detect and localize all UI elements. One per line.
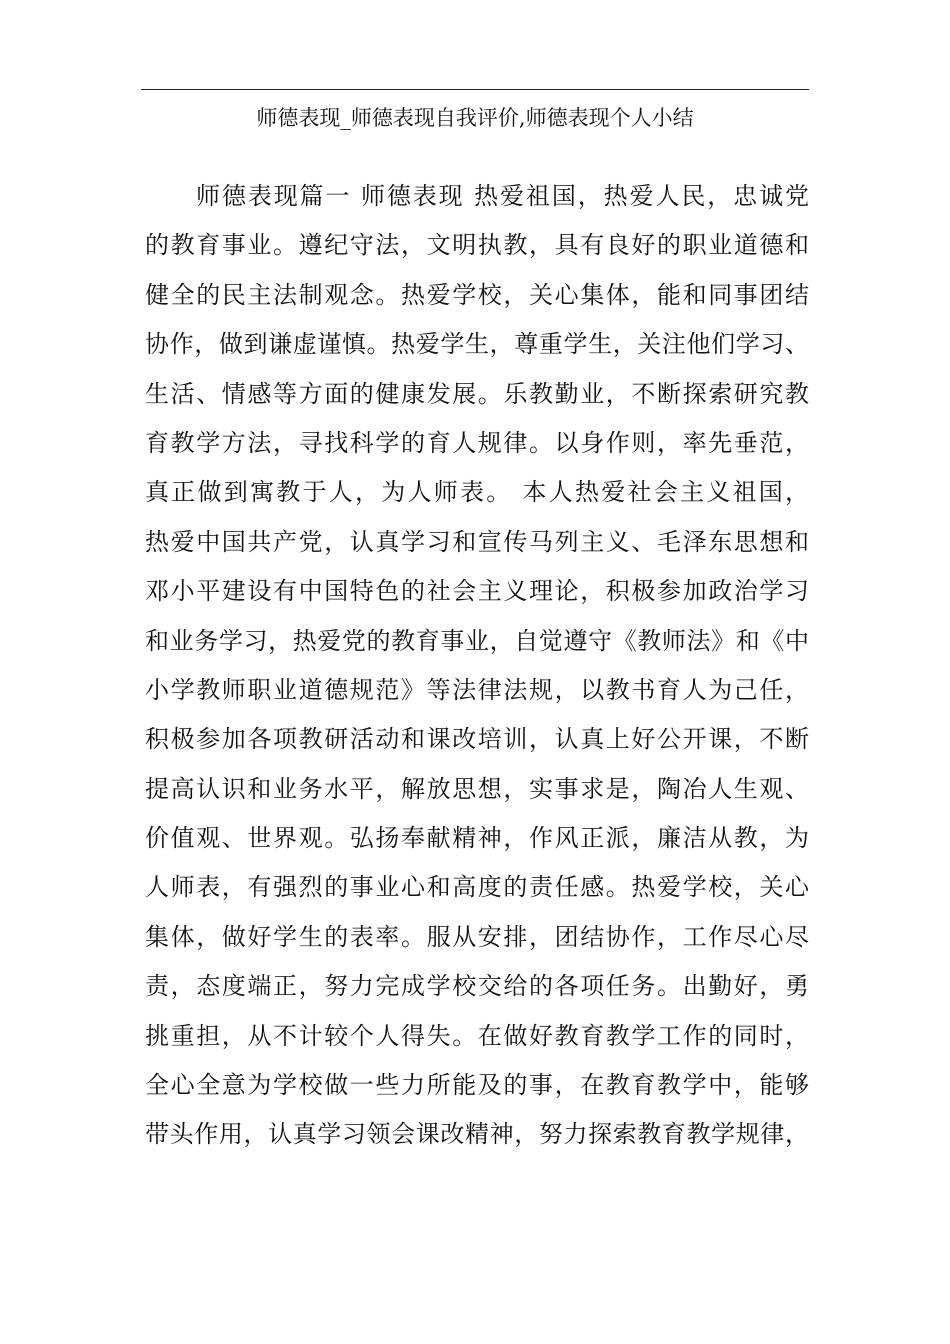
document-title: 师德表现_师德表现自我评价,师德表现个人小结 [256, 106, 694, 130]
body-line: 协作，做到谦虚谨慎。热爱学生，尊重学生，关注他们学习、 [145, 330, 809, 359]
body-line: 全心全意为学校做一些力所能及的事，在教育教学中，能够 [145, 1071, 809, 1100]
body-line: 带头作用，认真学习领会课改精神，努力探索教育教学规律， [145, 1120, 809, 1149]
body-line: 邓小平建设有中国特色的社会主义理论，积极参加政治学习 [145, 577, 809, 606]
body-line: 责，态度端正，努力完成学校交给的各项任务。出勤好，勇 [145, 972, 809, 1001]
body-line: 的教育事业。遵纪守法，文明执教，具有良好的职业道德和 [145, 231, 809, 260]
body-line: 健全的民主法制观念。热爱学校，关心集体，能和同事团结 [145, 280, 809, 309]
body-line: 人师表，有强烈的事业心和高度的责任感。热爱学校，关心 [145, 873, 809, 902]
body-line: 真正做到寓教于人，为人师表。 本人热爱社会主义祖国， [145, 478, 809, 507]
body-line: 小学教师职业道德规范》等法律法规，以教书育人为己任， [145, 675, 809, 704]
body-line: 育教学方法，寻找科学的育人规律。以身作则，率先垂范， [145, 428, 809, 457]
body-line: 提高认识和业务水平，解放思想，实事求是，陶冶人生观、 [145, 774, 809, 803]
body-line: 价值观、世界观。弘扬奉献精神，作风正派，廉洁从教，为 [145, 824, 809, 853]
body-line: 积极参加各项教研活动和课改培训，认真上好公开课，不断 [145, 725, 809, 754]
document-body [145, 172, 809, 1160]
body-line: 集体，做好学生的表率。服从安排，团结协作，工作尽心尽 [145, 922, 809, 951]
body-line: 热爱中国共产党，认真学习和宣传马列主义、毛泽东思想和 [145, 527, 809, 556]
body-line: 师德表现篇一 师德表现 热爱祖国，热爱人民，忠诚党 [196, 182, 809, 210]
body-line: 挑重担，从不计较个人得失。在做好教育教学工作的同时， [145, 1021, 809, 1050]
body-line: 和业务学习，热爱党的教育事业，自觉遵守《教师法》和《中 [145, 626, 809, 655]
header-rule [141, 89, 809, 90]
body-line: 生活、情感等方面的健康发展。乐教勤业，不断探索研究教 [145, 379, 809, 408]
